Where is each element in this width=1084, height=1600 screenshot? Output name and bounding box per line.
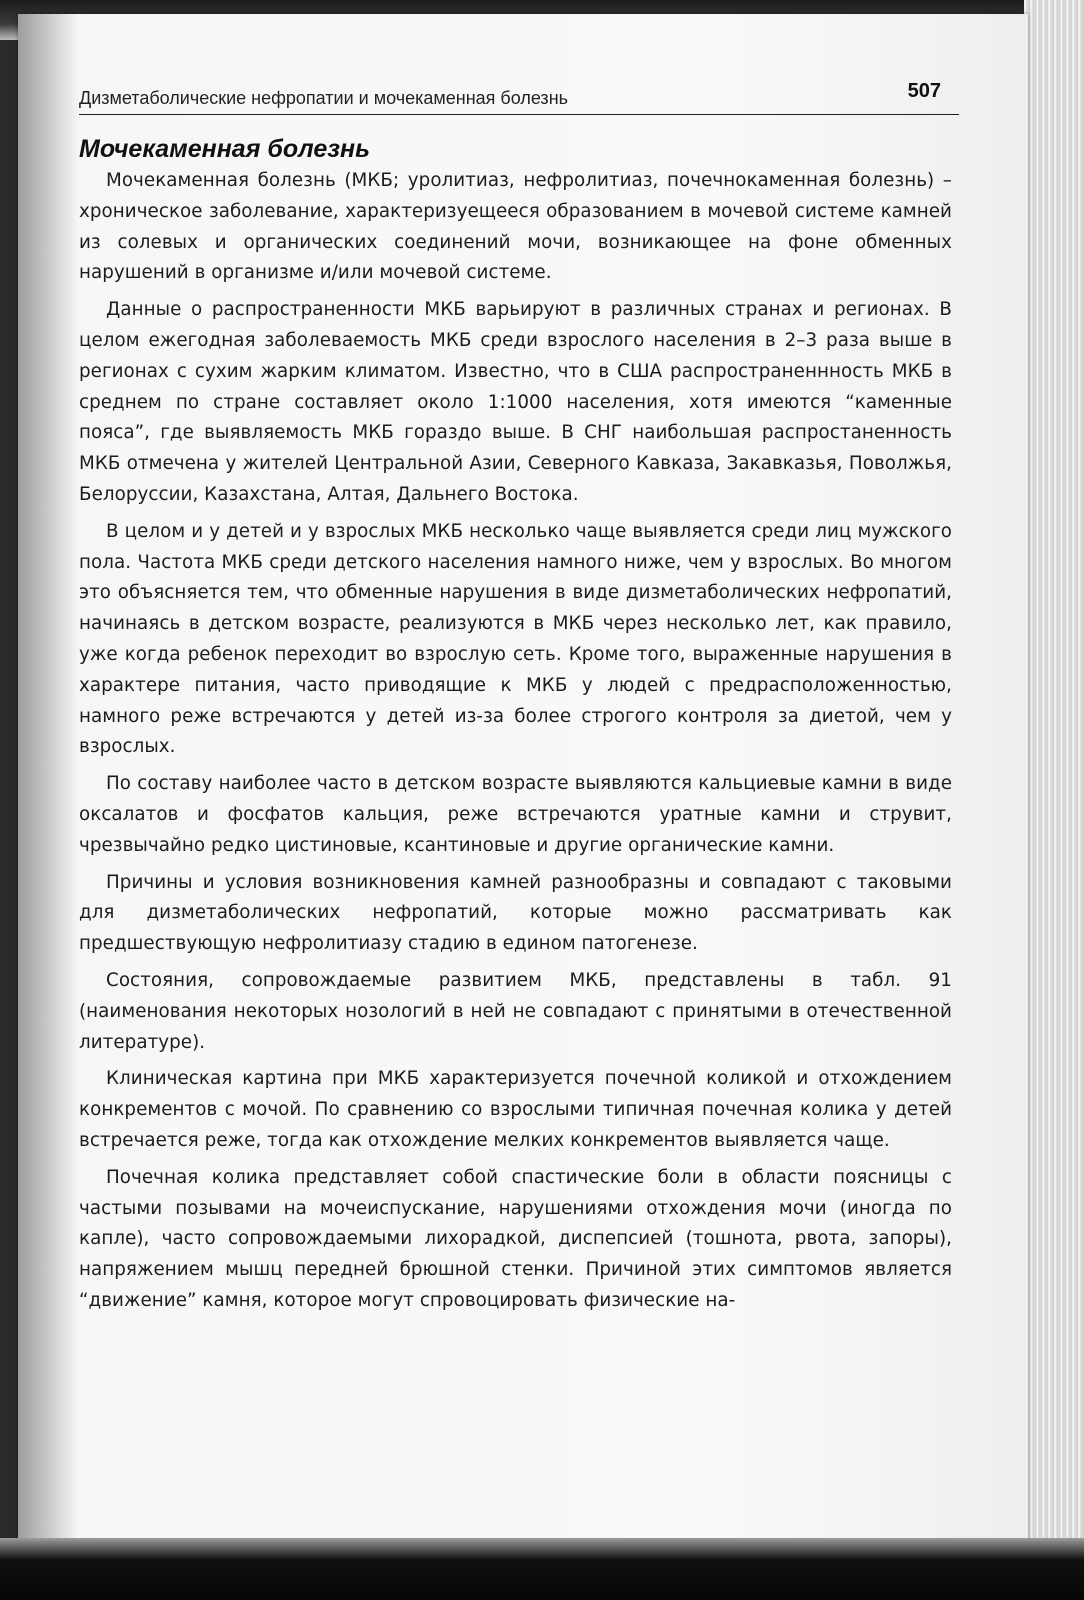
paragraph: Состояния, сопровождаемые развитием МКБ, представлены в табл. 91 (наименования некоторых нозологий в ней не совпадают с принятыми в отечественной литературе). [79,969,952,1053]
paragraph: Причины и условия возникновения камней разнообразны и совпадают с таковыми для дизметаболических нефропатий, которые можно рассматривать как предшествующую нефролитиазу стадию в едином патогенезе. [79,871,952,955]
section-heading: Мочекаменная болезнь [79,135,370,163]
paragraph: Мочекаменная болезнь (МКБ; уролитиаз, нефролитиаз, почечнокаменная болезнь) – хроническое заболевание, характеризуещееся образованием в мочевой системе камней из солевых и органических соединений мочи, возникающее на фоне обменных нарушений в организме и/или мочевой системе. [79,170,952,284]
gutter-shadow [18,14,78,1544]
page-content [79,132,952,1323]
page-number: 507 [907,80,941,102]
paragraph: Клиническая картина при МКБ характеризуется почечной коликой и отхождением конкрементов с мочой. По сравнению со взрослыми типичная почечная колика у детей встречается реже, тогда как отхождение мелких конкрементов выявляется чаще. [79,1068,952,1151]
paragraph: По составу наиболее часто в детском возрасте выявляются кальциевые камни в виде оксалатов и фосфатов кальция, реже встречаются уратные камни и струвит, чрезвычайно редко цистиновые, ксантиновые и другие органические камни. [79,773,952,856]
scan-bottom-edge [0,1538,1084,1600]
book-page [18,14,1028,1544]
paragraph: Данные о распространенности МКБ варьируют в различных странах и регионах. В целом ежегодная заболеваемость МКБ среди взрослого населения в 2–3 раза выше в регионах с сухим жарким климатом. Известно, что в США распространеннность МКБ в среднем по стране составляет около 1:1000 населения, хотя имеются “каменные пояса”, где выявляемость МКБ гораздо выше. В СНГ наибольшая распростаненность МКБ отмечена у жителей Центральной Азии, Северного Кавказа, Закавказья, Поволжья, Белоруссии, Казахстана, Алтая, Дальнего Востока. [79,299,952,505]
book-page-edges [1024,0,1084,1600]
running-title: Дизметаболические нефропатии и мочекаменная болезнь [79,88,569,108]
paragraph: Почечная колика представляет собой спастические боли в области поясницы с частыми позывами на мочеиспускание, нарушениями отхождения мочи (иногда по капле), часто сопровождаемыми лихорадкой, диспепсией (тошнота, рвота, запоры), напряжением мышц передней брюшной стенки. Причиной этих симптомов является “движение” камня, которое могут спровоцировать физические на- [79,1166,952,1311]
running-header [79,80,959,115]
paragraph: В целом и у детей и у взрослых МКБ несколько чаще выявляется среди лиц мужского пола. Частота МКБ среди детского населения намного ниже, чем у взрослых. Во многом это объясняется тем, что обменные нарушения в виде дизметаболических нефропатий, начинаясь в детском возрасте, реализуются в МКБ через несколько лет, как правило, уже когда ребенок переходит во взрослую сеть. Кроме того, выраженные нарушения в характере питания, часто приводящие к МКБ у людей с предрасположенностью, намного реже встречаются у детей из-за более строгого контроля за диетой, чем у взрослых. [79,520,952,758]
